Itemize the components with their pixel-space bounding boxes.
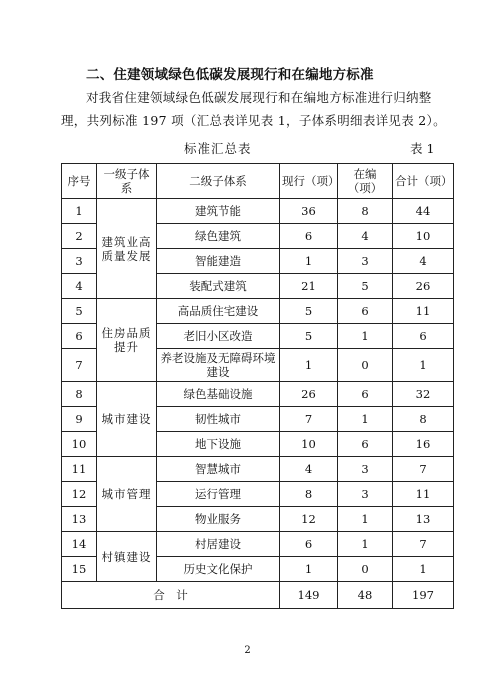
total-current: 149 <box>280 582 338 609</box>
table-total-row <box>62 582 454 609</box>
drafting-cell: 4 <box>338 224 393 249</box>
seq-cell: 9 <box>62 407 97 432</box>
total-all: 197 <box>393 582 454 609</box>
total-cell: 4 <box>393 249 454 274</box>
section-heading: 二、住建领域绿色低碳发展现行和在编地方标准 <box>86 67 374 83</box>
total-cell: 11 <box>393 482 454 507</box>
table-header-row <box>62 164 454 199</box>
total-cell: 6 <box>393 324 454 349</box>
current-cell: 1 <box>280 349 338 382</box>
header-total: 合计（项） <box>393 164 454 199</box>
seq-cell: 12 <box>62 482 97 507</box>
subsystem-cell: 绿色基础设施 <box>157 382 280 407</box>
subsystem-cell: 物业服务 <box>157 507 280 532</box>
current-cell: 4 <box>280 457 338 482</box>
drafting-cell: 5 <box>338 274 393 299</box>
header-level2: 二级子体系 <box>157 164 280 199</box>
subsystem-cell: 智能建造 <box>157 249 280 274</box>
subsystem-cell: 韧性城市 <box>157 407 280 432</box>
seq-cell: 5 <box>62 299 97 324</box>
header-current: 现行（项） <box>280 164 338 199</box>
drafting-cell: 1 <box>338 532 393 557</box>
subsystem-cell: 高品质住宅建设 <box>157 299 280 324</box>
drafting-cell: 6 <box>338 432 393 457</box>
current-cell: 36 <box>280 199 338 224</box>
current-cell: 10 <box>280 432 338 457</box>
current-cell: 1 <box>280 249 338 274</box>
seq-cell: 6 <box>62 324 97 349</box>
current-cell: 5 <box>280 299 338 324</box>
total-cell: 32 <box>393 382 454 407</box>
category-cell: 村镇建设 <box>97 532 157 582</box>
seq-cell: 13 <box>62 507 97 532</box>
subsystem-cell: 装配式建筑 <box>157 274 280 299</box>
subsystem-cell: 绿色建筑 <box>157 224 280 249</box>
seq-cell: 3 <box>62 249 97 274</box>
current-cell: 12 <box>280 507 338 532</box>
subsystem-cell: 运行管理 <box>157 482 280 507</box>
current-cell: 8 <box>280 482 338 507</box>
seq-cell: 8 <box>62 382 97 407</box>
total-drafting: 48 <box>338 582 393 609</box>
current-cell: 7 <box>280 407 338 432</box>
total-label: 合 计 <box>62 582 280 609</box>
subsystem-cell: 村居建设 <box>157 532 280 557</box>
current-cell: 6 <box>280 224 338 249</box>
header-drafting: 在编（项） <box>338 164 393 199</box>
drafting-cell: 6 <box>338 299 393 324</box>
drafting-cell: 3 <box>338 482 393 507</box>
drafting-cell: 8 <box>338 199 393 224</box>
current-cell: 5 <box>280 324 338 349</box>
body-paragraph: 对我省住建领域绿色低碳发展现行和在编地方标准进行归纳整理，共列标准 197 项（汇总表详见表 1，子体系明细表详见表 2）。 <box>61 90 446 128</box>
drafting-cell: 1 <box>338 324 393 349</box>
standards-summary-table <box>61 163 454 609</box>
total-cell: 8 <box>393 407 454 432</box>
drafting-cell: 3 <box>338 457 393 482</box>
table-row <box>62 532 454 557</box>
page-number: 2 <box>244 645 251 656</box>
drafting-cell: 1 <box>338 407 393 432</box>
table-number: 表 1 <box>410 141 435 156</box>
table-row <box>62 199 454 224</box>
subsystem-cell: 老旧小区改造 <box>157 324 280 349</box>
total-cell: 16 <box>393 432 454 457</box>
drafting-cell: 0 <box>338 557 393 582</box>
category-cell: 住房品质提升 <box>97 299 157 382</box>
total-cell: 7 <box>393 532 454 557</box>
seq-cell: 14 <box>62 532 97 557</box>
table-row <box>62 382 454 407</box>
table-row <box>62 299 454 324</box>
category-cell: 城市管理 <box>97 457 157 532</box>
table-row <box>62 457 454 482</box>
total-cell: 44 <box>393 199 454 224</box>
total-cell: 26 <box>393 274 454 299</box>
total-cell: 13 <box>393 507 454 532</box>
seq-cell: 2 <box>62 224 97 249</box>
seq-cell: 11 <box>62 457 97 482</box>
seq-cell: 10 <box>62 432 97 457</box>
drafting-cell: 6 <box>338 382 393 407</box>
subsystem-cell: 历史文化保护 <box>157 557 280 582</box>
header-seq: 序号 <box>62 164 97 199</box>
seq-cell: 1 <box>62 199 97 224</box>
current-cell: 1 <box>280 557 338 582</box>
category-cell: 建筑业高质量发展 <box>97 199 157 299</box>
drafting-cell: 3 <box>338 249 393 274</box>
category-cell: 城市建设 <box>97 382 157 457</box>
seq-cell: 15 <box>62 557 97 582</box>
seq-cell: 4 <box>62 274 97 299</box>
total-cell: 10 <box>393 224 454 249</box>
subsystem-cell: 养老设施及无障碍环境建设 <box>157 349 280 382</box>
drafting-cell: 0 <box>338 349 393 382</box>
current-cell: 26 <box>280 382 338 407</box>
subsystem-cell: 智慧城市 <box>157 457 280 482</box>
drafting-cell: 1 <box>338 507 393 532</box>
current-cell: 6 <box>280 532 338 557</box>
total-cell: 7 <box>393 457 454 482</box>
table-caption: 标准汇总表 <box>184 141 252 156</box>
subsystem-cell: 建筑节能 <box>157 199 280 224</box>
total-cell: 1 <box>393 557 454 582</box>
total-cell: 11 <box>393 299 454 324</box>
total-cell: 1 <box>393 349 454 382</box>
subsystem-cell: 地下设施 <box>157 432 280 457</box>
header-level1: 一级子体系 <box>97 164 157 199</box>
seq-cell: 7 <box>62 349 97 382</box>
current-cell: 21 <box>280 274 338 299</box>
